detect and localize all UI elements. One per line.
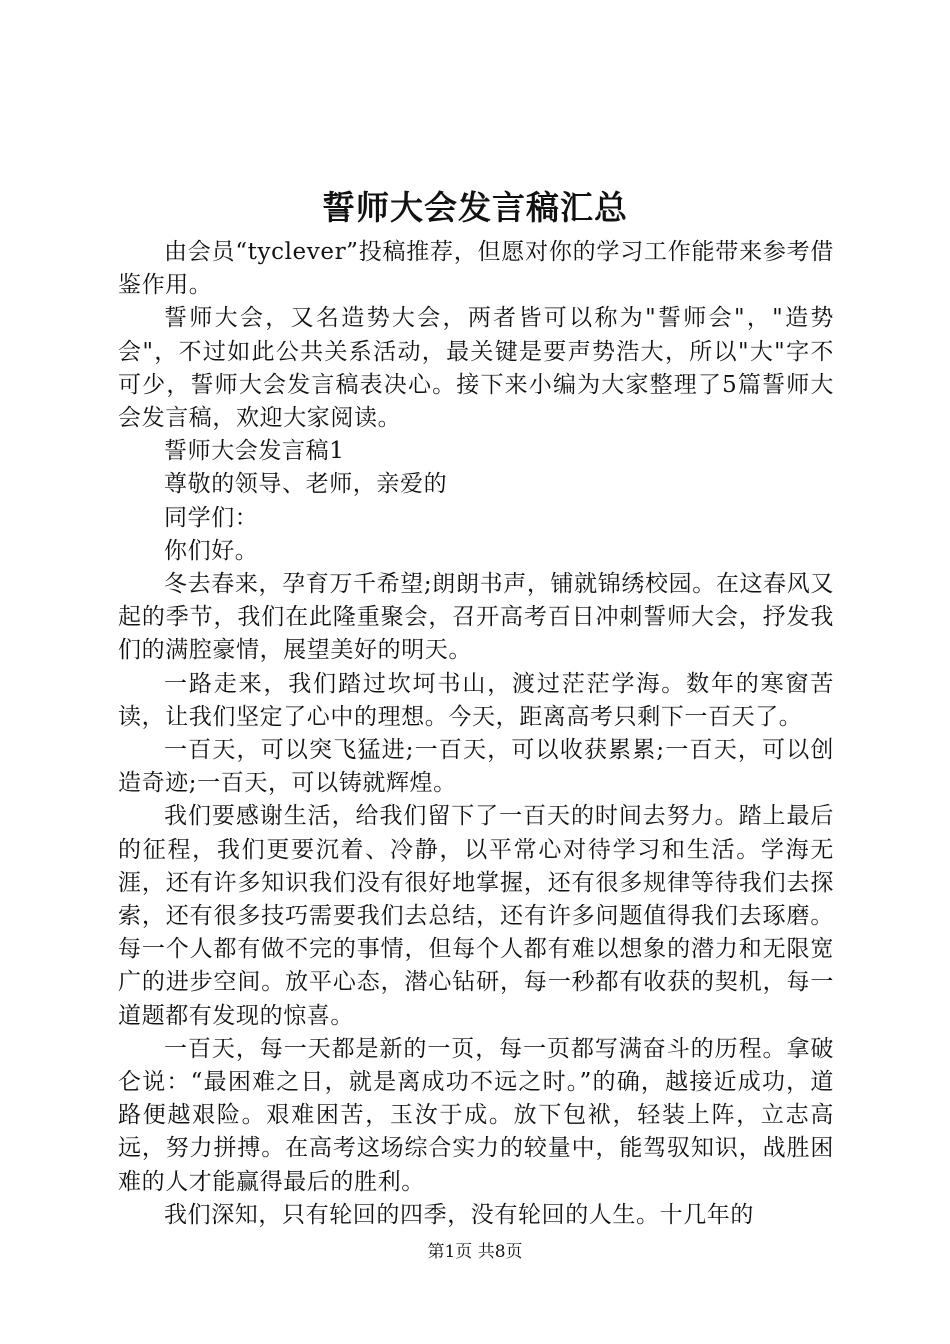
paragraph-every-day: 一百天，每一天都是新的一页，每一页都写满奋斗的历程。拿破仑说：“最困难之日，就是离成功不远之时。”的确，越接近成功，道路便越艰险。艰难困苦，玉汝于成。放下包袱，轻装上阵，立志高远，努力拼搏。在高考这场综合实力的较量中，能驾驭知识，战胜困难的人才能赢得最后的胜利。 — [118, 1035, 834, 1195]
paragraph-description: 誓师大会，又名造势大会，两者皆可以称为"誓师会"，"造势会"，不过如此公共关系活动，最关键是要声势浩大，所以"大"字不可少，誓师大会发言稿表决心。接下来小编为大家整理了5篇誓师大会发言稿，欢迎大家阅读。 — [118, 305, 834, 432]
paragraph-gratitude: 我们要感谢生活，给我们留下了一百天的时间去努力。踏上最后的征程，我们更要沉着、冷静，以平常心对待学习和生活。学海无涯，还有许多知识我们没有很好地掌握，还有很多规律等待我们去探索，还有很多技巧需要我们去总结，还有许多问题值得我们去琢磨。每一个人都有做不完的事情，但每个人都有难以想象的潜力和无限宽广的进步空间。放平心态，潜心钻研，每一秒都有收获的契机，每一道题都有发现的惊喜。 — [118, 803, 834, 1029]
salutation-line: 尊敬的领导、老师，亲爱的 — [164, 471, 448, 498]
paragraph-seasons: 我们深知，只有轮回的四季，没有轮回的人生。十几年的 — [164, 1201, 754, 1228]
paragraph-hundred-days: 一百天，可以突飞猛进;一百天，可以收获累累;一百天，可以创造奇迹;一百天，可以铸就辉煌。 — [118, 737, 834, 797]
speech-heading: 誓师大会发言稿1 — [164, 438, 345, 465]
document-title: 誓师大会发言稿汇总 — [322, 188, 628, 227]
document-body — [118, 236, 834, 1232]
paragraph-journey: 一路走来，我们踏过坎坷书山，渡过茫茫学海。数年的寒窗苦读，让我们坚定了心中的理想。今天，距离高考只剩下一百天了。 — [118, 670, 834, 730]
salutation-students: 同学们： — [164, 504, 259, 531]
paragraph-spring: 冬去春来，孕育万千希望;朗朗书声，铺就锦绣校园。在这春风又起的季节，我们在此隆重聚会，召开高考百日冲刺誓师大会，抒发我们的满腔豪情，展望美好的明天。 — [118, 571, 834, 664]
page-number-footer: 第1页 共8页 — [427, 1242, 523, 1262]
greeting-line: 你们好。 — [164, 537, 259, 564]
paragraph-intro: 由会员“tyclever”投稿推荐，但愿对你的学习工作能带来参考借鉴作用。 — [118, 239, 834, 299]
